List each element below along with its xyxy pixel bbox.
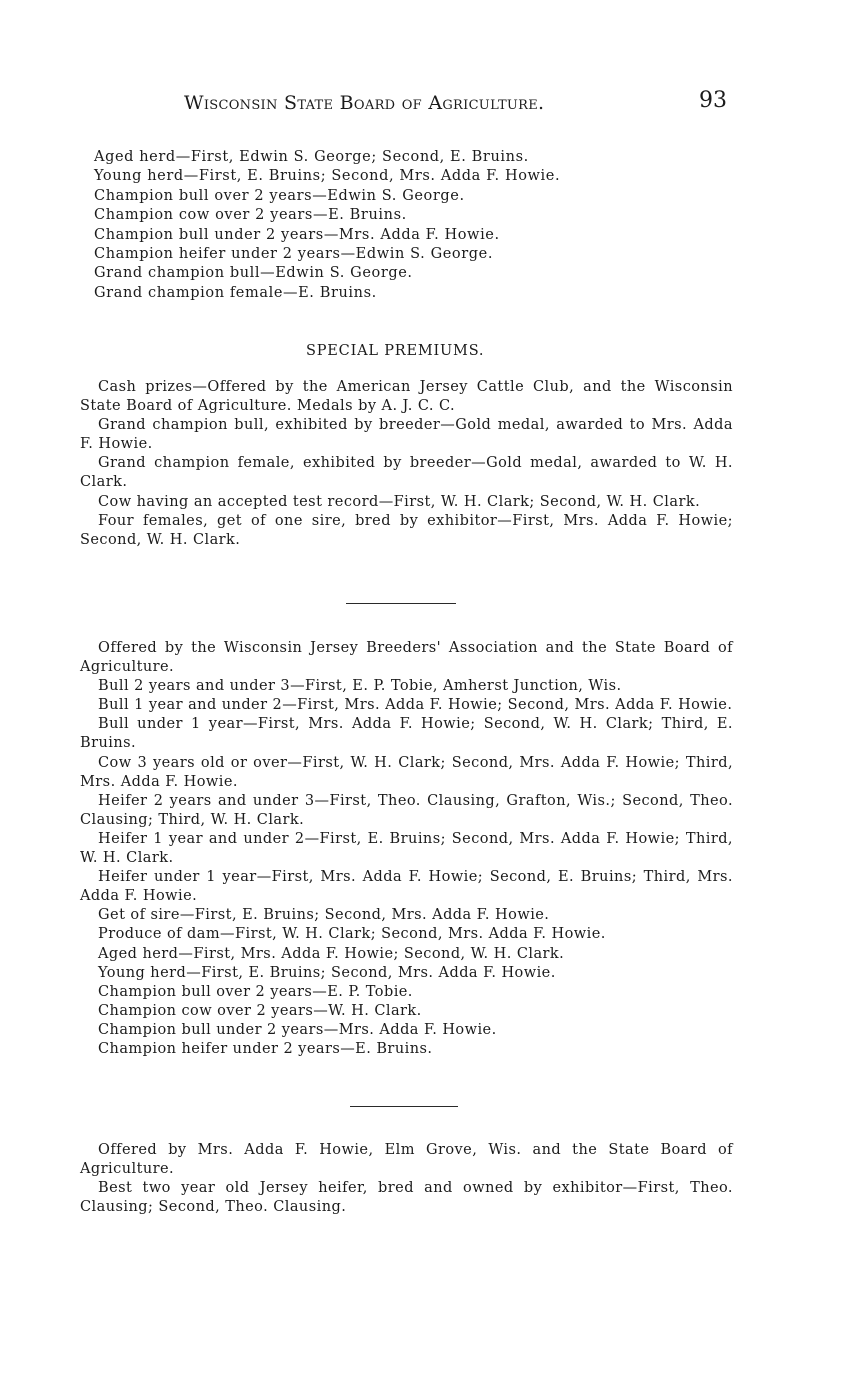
award-line: Champion bull under 2 years—Mrs. Adda F. Howie. (94, 226, 500, 243)
award-line: Champion cow over 2 years—E. Bruins. (94, 207, 407, 224)
running-head: Wisconsin State Board of Agriculture. (184, 92, 545, 114)
paragraph: Cow 3 years old or over—First, W. H. Clark; Second, Mrs. Adda F. Howie; Third, Mrs. Adda F. Howie. (80, 754, 733, 790)
paragraph: Offered by the Wisconsin Jersey Breeders' Association and the State Board of Agriculture. (80, 640, 733, 676)
paragraph: Bull 2 years and under 3—First, E. P. Tobie, Amherst Junction, Wis. (98, 678, 622, 695)
award-line: Young herd—First, E. Bruins; Second, Mrs. Adda F. Howie. (94, 168, 561, 185)
paragraph: Champion heifer under 2 years—E. Bruins. (98, 1040, 433, 1057)
paragraph: Cash prizes—Offered by the American Jersey Cattle Club, and the Wisconsin State Board of Agriculture. Medals by A. J. C. C. (80, 379, 733, 415)
special-premiums-section (80, 378, 733, 550)
paragraph: Offered by Mrs. Adda F. Howie, Elm Grove, Wis. and the State Board of Agriculture. (80, 1142, 733, 1178)
paragraph: Champion bull over 2 years—E. P. Tobie. (98, 983, 413, 1000)
section-divider (346, 603, 456, 604)
section-divider (350, 1106, 458, 1107)
howie-offer-section (80, 1141, 733, 1217)
award-line: Grand champion bull—Edwin S. George. (94, 265, 413, 282)
paragraph: Produce of dam—First, W. H. Clark; Second, Mrs. Adda F. Howie. (98, 926, 606, 943)
paragraph: Bull 1 year and under 2—First, Mrs. Adda F. Howie; Second, Mrs. Adda F. Howie. (98, 697, 733, 714)
paragraph: Heifer 2 years and under 3—First, Theo. Clausing, Grafton, Wis.; Second, Theo. Clausing; Third, W. H. Clark. (80, 792, 733, 828)
page-number: 93 (699, 88, 727, 113)
paragraph: Best two year old Jersey heifer, bred and owned by exhibitor—First, Theo. Clausing; Second, Theo. Clausing. (80, 1180, 733, 1216)
awards-top-list (94, 148, 734, 303)
paragraph: Grand champion bull, exhibited by breeder—Gold medal, awarded to Mrs. Adda F. Howie. (80, 417, 733, 453)
paragraph: Grand champion female, exhibited by breeder—Gold medal, awarded to W. H. Clark. (80, 455, 733, 491)
paragraph: Young herd—First, E. Bruins; Second, Mrs. Adda F. Howie. (98, 964, 556, 981)
award-line: Champion heifer under 2 years—Edwin S. George. (94, 246, 494, 263)
paragraph: Bull under 1 year—First, Mrs. Adda F. Howie; Second, W. H. Clark; Third, E. Bruins. (80, 716, 733, 752)
paragraph: Four females, get of one sire, bred by exhibitor—First, Mrs. Adda F. Howie; Second, W. H. Clark. (80, 512, 733, 548)
award-line: Grand champion female—E. Bruins. (94, 284, 377, 301)
special-premiums-heading: SPECIAL PREMIUMS. (306, 343, 485, 359)
breeders-association-section (80, 639, 733, 1059)
award-line: Champion bull over 2 years—Edwin S. George. (94, 187, 465, 204)
award-line: Aged herd—First, Edwin S. George; Second, E. Bruins. (94, 149, 529, 165)
paragraph: Aged herd—First, Mrs. Adda F. Howie; Second, W. H. Clark. (98, 945, 565, 962)
paragraph: Heifer 1 year and under 2—First, E. Bruins; Second, Mrs. Adda F. Howie; Third, W. H. Clark. (80, 830, 733, 867)
paragraph: Get of sire—First, E. Bruins; Second, Mrs. Adda F. Howie. (98, 907, 550, 924)
paragraph: Cow having an accepted test record—First, W. H. Clark; Second, W. H. Clark. (98, 493, 701, 510)
paragraph: Champion bull under 2 years—Mrs. Adda F. Howie. (98, 1021, 497, 1038)
paragraph: Champion cow over 2 years—W. H. Clark. (98, 1002, 422, 1019)
paragraph: Heifer under 1 year—First, Mrs. Adda F. Howie; Second, E. Bruins; Third, Mrs. Adda F. Howie. (80, 869, 733, 905)
